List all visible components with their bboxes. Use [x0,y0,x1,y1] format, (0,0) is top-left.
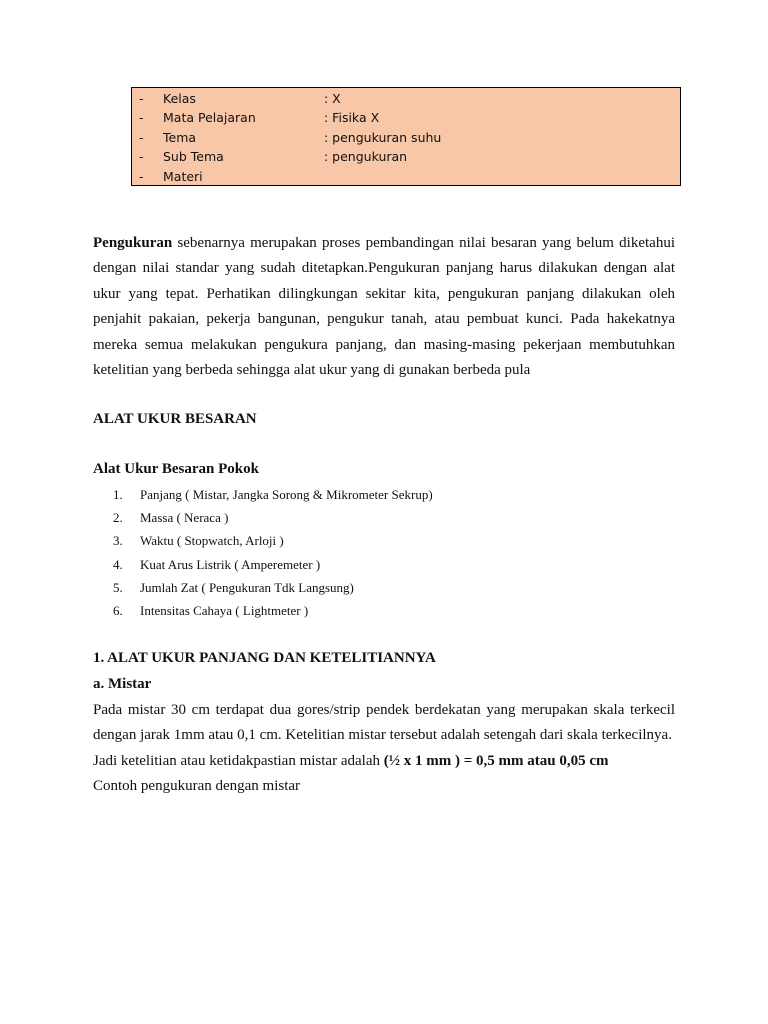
tools-list [93,483,433,622]
info-row-tema [132,128,680,147]
mistar-precision [93,749,675,774]
info-label: Kelas [163,91,196,106]
intro-text: sebenarnya merupakan proses pembandingan nilai besaran yang belum diketahui dengan nilai standar yang sudah ditetapkan.Pengukuran panjang harus dilakukan dengan alat ukur yang tepat. Perhatikan dilingkungan sekitar kita, pengukuran panjang dilakukan oleh penjahit pakaian, pekerja bangunan, pengukur tanah, atau pembuat kunci. Pada hakekatnya mereka semua melakukan pengukura panjang, dan masing-masing pekerjaan membutuhkan ketelitian yang berbeda sehingga alat ukur yang di gunakan berbeda pula [93,235,675,379]
mistar-paragraph: Pada mistar 30 cm terdapat dua gores/strip pendek berdekatan yang merupakan skala terkecil dengan jarak 1mm atau 0,1 cm. Ketelitian mistar tersebut adalah setengah dari skala terkecilnya. [93,702,675,744]
mistar-example: Contoh pengukuran dengan mistar [93,778,301,795]
info-dash: - [139,91,144,106]
list-text: Intensitas Cahaya ( Lightmeter ) [140,603,309,619]
list-number: 1. [113,487,123,502]
mistar-body [93,698,675,800]
info-dash: - [139,110,144,126]
info-row-kelas [132,89,680,108]
info-label: Materi [163,168,203,184]
list-text: Panjang ( Mistar, Jangka Sorong & Mikrometer Sekrup) [140,487,433,502]
intro-paragraph [93,231,675,383]
subheading: Alat Ukur Besaran Pokok [93,461,259,477]
list-item [93,483,433,506]
info-row-materi [132,167,680,186]
sub-a-heading: a. Mistar [93,676,152,692]
list-number: 3. [113,533,123,549]
list-item [93,553,433,576]
intro-bold-term: Pengukuran [93,235,173,251]
list-number: 2. [113,510,123,526]
info-value: : pengukuran [324,149,408,165]
info-label: Mata Pelajaran [163,110,256,126]
list-item [93,506,433,529]
list-number: 5. [113,579,123,595]
info-value: : Fisika X [324,110,380,126]
info-row-mata-pelajaran [132,108,680,127]
section-heading: ALAT UKUR BESARAN [93,411,257,427]
list-text: Jumlah Zat ( Pengukuran Tdk Langsung) [140,579,354,595]
list-text: Kuat Arus Listrik ( Amperemeter ) [140,556,321,572]
info-dash: - [139,129,144,145]
info-dash: - [139,149,144,165]
list-text: Waktu ( Stopwatch, Arloji ) [140,533,284,549]
info-label: Sub Tema [163,149,224,165]
info-label: Tema [163,129,197,145]
info-row-sub-tema [132,147,680,166]
info-value: : X [324,91,341,106]
precision-prefix: Jadi ketelitian atau ketidakpastian mistar adalah [93,752,384,769]
info-dash: - [139,168,144,184]
section1-heading: 1. ALAT UKUR PANJANG DAN KETELITIANNYA [93,650,436,666]
list-item [93,599,433,622]
list-number: 6. [113,603,123,619]
list-text: Massa ( Neraca ) [140,510,229,526]
info-box [131,87,681,186]
list-number: 4. [113,556,123,572]
precision-formula: (½ x 1 mm ) = 0,5 mm atau 0,05 cm [383,752,609,769]
info-value: : pengukuran suhu [324,129,442,145]
list-item [93,576,433,599]
list-item [93,529,433,552]
